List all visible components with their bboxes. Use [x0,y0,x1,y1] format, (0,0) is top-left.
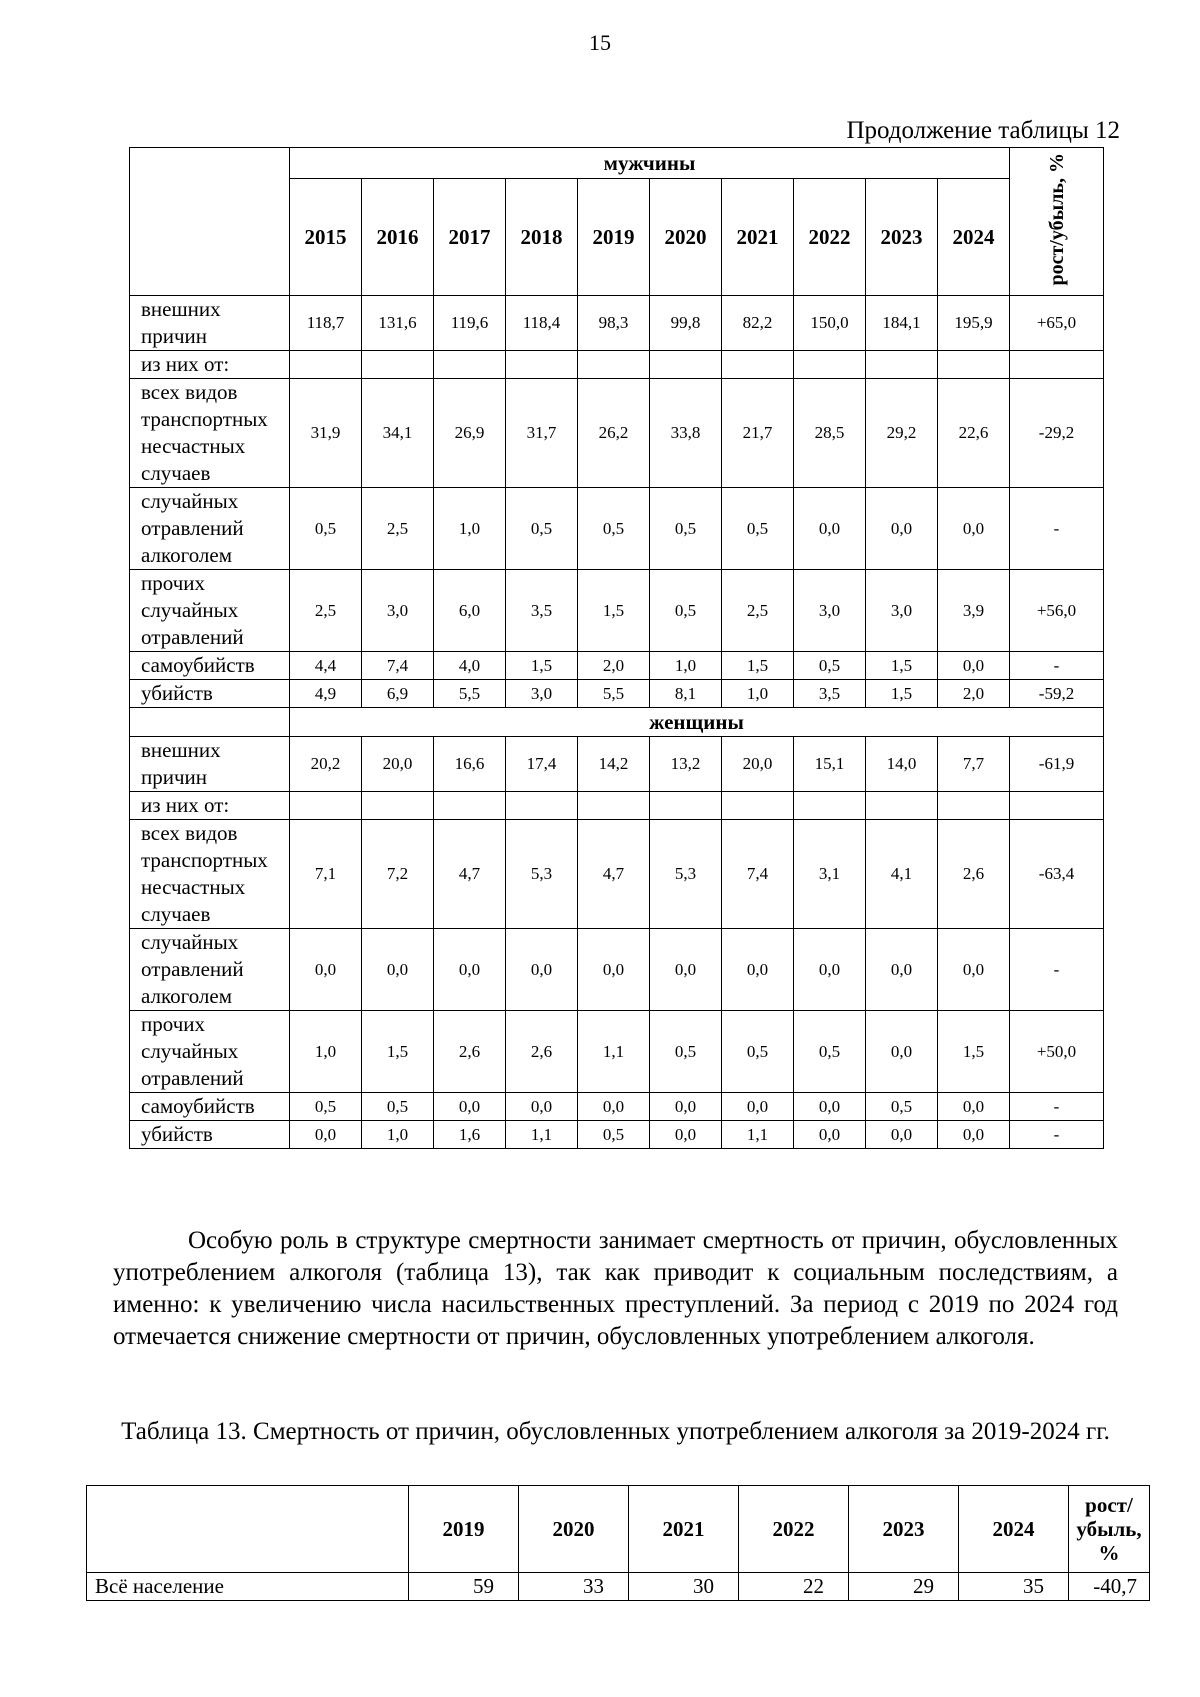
value-cell: 15,1 [794,737,866,792]
row-label: убийств [130,680,290,708]
table-row [130,1121,1104,1149]
value-cell: 1,1 [506,1121,578,1149]
value-cell [578,792,650,820]
value-cell: 0,5 [290,488,362,570]
value-cell: 98,3 [578,296,650,351]
growth-header-text: рост/убыль, % [1045,152,1068,286]
value-cell: 0,5 [650,570,722,652]
value-cell: 8,1 [650,680,722,708]
year-header: 2019 [409,1486,519,1573]
value-cell: 33 [519,1573,629,1601]
table-row [130,737,1104,792]
row-label: прочих случайных отравлений [130,570,290,652]
growth-cell: +50,0 [1010,1011,1104,1093]
value-cell: 26,2 [578,379,650,488]
value-cell: 33,8 [650,379,722,488]
value-cell [866,792,938,820]
value-cell: 3,9 [938,570,1010,652]
value-cell: 0,5 [650,1011,722,1093]
value-cell: 0,5 [794,1011,866,1093]
value-cell: 0,5 [722,1011,794,1093]
value-cell: 0,0 [506,1093,578,1121]
value-cell: 7,1 [290,820,362,929]
value-cell: 59 [409,1573,519,1601]
value-cell: 1,1 [578,1011,650,1093]
value-cell: 0,0 [650,1121,722,1149]
row-label: внешних причин [130,296,290,351]
year-header: 2023 [849,1486,959,1573]
value-cell: 1,0 [722,680,794,708]
value-cell: 31,7 [506,379,578,488]
value-cell: 29 [849,1573,959,1601]
year-header: 2021 [629,1486,739,1573]
value-cell: 0,0 [722,929,794,1011]
value-cell: 119,6 [434,296,506,351]
year-header: 2020 [519,1486,629,1573]
value-cell: 4,1 [866,820,938,929]
value-cell: 0,0 [866,1011,938,1093]
row-label: всех видов транспортных несчастных случаев [130,379,290,488]
value-cell: 20,0 [362,737,434,792]
table-row [130,1093,1104,1121]
value-cell: 99,8 [650,296,722,351]
value-cell: 0,0 [794,488,866,570]
year-header: 2024 [959,1486,1069,1573]
row-label: прочих случайных отравлений [130,1011,290,1093]
value-cell: 0,5 [362,1093,434,1121]
value-cell: 0,5 [866,1093,938,1121]
value-cell: 118,7 [290,296,362,351]
value-cell: 0,5 [722,488,794,570]
value-cell [650,792,722,820]
value-cell: 1,5 [506,652,578,680]
value-cell: 31,9 [290,379,362,488]
table-row [130,570,1104,652]
value-cell: 0,0 [866,929,938,1011]
value-cell [362,351,434,379]
value-cell [938,351,1010,379]
value-cell: 2,6 [434,1011,506,1093]
table-12 [129,147,1104,1149]
value-cell: 0,0 [578,1093,650,1121]
page-number: 15 [589,30,611,55]
body-paragraph [113,1225,1118,1353]
row-label: самоубийств [130,652,290,680]
continuation-caption: Продолжение таблицы 12 [846,117,1120,144]
value-cell: 4,0 [434,652,506,680]
body-paragraph-text: Особую роль в структуре смертности занимает смертность от причин, обусловленных употреблением алкоголя (таблица 13), так как приводит к социальным последствиям, а именно: к увеличению числа насильственных преступлений. За период с 2019 по 2024 год отмечается снижение смертности от причин, обусловленных употреблением алкоголя. [113,1227,1118,1350]
value-cell: 0,5 [506,488,578,570]
value-cell: 17,4 [506,737,578,792]
value-cell [290,351,362,379]
value-cell [938,792,1010,820]
row-label: из них от: [130,792,290,820]
value-cell: 82,2 [722,296,794,351]
value-cell [506,351,578,379]
value-cell: 3,0 [362,570,434,652]
growth-cell [1010,792,1104,820]
value-cell: 35 [959,1573,1069,1601]
growth-cell: -29,2 [1010,379,1104,488]
year-header: 2022 [794,179,866,296]
growth-header: рост/ убыль, % [1069,1486,1150,1573]
table-13-caption: Таблица 13. Смертность от причин, обусловленных употреблением алкоголя за 2019-2024 гг. [121,1418,1110,1445]
value-cell: 0,0 [434,1093,506,1121]
value-cell: 26,9 [434,379,506,488]
table-row [130,1011,1104,1093]
value-cell: 1,0 [434,488,506,570]
value-cell: 0,0 [722,1093,794,1121]
value-cell [650,351,722,379]
growth-cell: - [1010,1093,1104,1121]
year-header: 2015 [290,179,362,296]
value-cell: 3,0 [794,570,866,652]
value-cell: 0,0 [794,1093,866,1121]
value-cell: 4,7 [434,820,506,929]
value-cell [362,792,434,820]
value-cell: 1,5 [866,680,938,708]
table-row [130,296,1104,351]
value-cell: 1,5 [722,652,794,680]
row-label: из них от: [130,351,290,379]
value-cell: 2,0 [578,652,650,680]
value-cell: 1,0 [290,1011,362,1093]
row-header-cell [87,1486,409,1573]
value-cell: 0,0 [650,1093,722,1121]
value-cell: 7,4 [722,820,794,929]
group-row-empty-cell [130,708,290,737]
table-row [130,379,1104,488]
value-cell: 0,0 [794,929,866,1011]
row-label: внешних причин [130,737,290,792]
value-cell: 0,5 [578,488,650,570]
year-header: 2021 [722,179,794,296]
value-cell: 0,0 [866,1121,938,1149]
value-cell: 0,5 [578,1121,650,1149]
value-cell: 14,0 [866,737,938,792]
value-cell: 6,0 [434,570,506,652]
value-cell: 0,0 [506,929,578,1011]
group-header-women: женщины [290,708,1104,737]
value-cell: 0,5 [650,488,722,570]
value-cell: 3,0 [866,570,938,652]
value-cell: 0,0 [938,1093,1010,1121]
table-row [130,351,1104,379]
value-cell [722,351,794,379]
value-cell: 0,0 [578,929,650,1011]
value-cell: 29,2 [866,379,938,488]
value-cell: 14,2 [578,737,650,792]
value-cell: 0,0 [938,1121,1010,1149]
value-cell: 0,0 [938,929,1010,1011]
value-cell: 4,7 [578,820,650,929]
value-cell: 1,1 [722,1121,794,1149]
table-row [130,488,1104,570]
value-cell: 1,6 [434,1121,506,1149]
value-cell: 2,6 [938,820,1010,929]
value-cell: 4,9 [290,680,362,708]
value-cell: 0,0 [434,929,506,1011]
value-cell: 1,5 [578,570,650,652]
growth-cell: - [1010,929,1104,1011]
value-cell: 2,5 [290,570,362,652]
value-cell: 195,9 [938,296,1010,351]
value-cell: 34,1 [362,379,434,488]
value-cell: 0,0 [290,1121,362,1149]
group-row-women [130,708,1104,737]
growth-cell: +65,0 [1010,296,1104,351]
value-cell: 5,3 [506,820,578,929]
value-cell: 184,1 [866,296,938,351]
value-cell: 3,5 [794,680,866,708]
value-cell: 21,7 [722,379,794,488]
value-cell [794,351,866,379]
growth-cell: -63,4 [1010,820,1104,929]
value-cell: 5,3 [650,820,722,929]
value-cell: 1,5 [938,1011,1010,1093]
value-cell: 28,5 [794,379,866,488]
value-cell: 16,6 [434,737,506,792]
growth-cell: - [1010,652,1104,680]
value-cell: 2,6 [506,1011,578,1093]
value-cell: 13,2 [650,737,722,792]
table-row [130,820,1104,929]
value-cell: 1,5 [866,652,938,680]
growth-cell: -61,9 [1010,737,1104,792]
value-cell: 22,6 [938,379,1010,488]
value-cell: 7,4 [362,652,434,680]
value-cell [506,792,578,820]
value-cell: 0,0 [866,488,938,570]
value-cell [866,351,938,379]
value-cell: 22 [739,1573,849,1601]
value-cell: 30 [629,1573,739,1601]
value-cell: 6,9 [362,680,434,708]
row-label: случайных отравлений алкоголем [130,488,290,570]
year-header: 2018 [506,179,578,296]
value-cell: 7,2 [362,820,434,929]
value-cell: 0,0 [290,929,362,1011]
year-header: 2024 [938,179,1010,296]
year-header: 2019 [578,179,650,296]
value-cell: 20,0 [722,737,794,792]
growth-cell: - [1010,488,1104,570]
value-cell: 2,5 [722,570,794,652]
value-cell: 0,5 [290,1093,362,1121]
group-header-men: мужчины [290,148,1010,179]
value-cell [434,792,506,820]
value-cell: 5,5 [434,680,506,708]
row-label: убийств [130,1121,290,1149]
value-cell: 5,5 [578,680,650,708]
growth-cell: +56,0 [1010,570,1104,652]
value-cell: 20,2 [290,737,362,792]
year-header: 2022 [739,1486,849,1573]
row-header-cell [130,148,290,296]
row-label: самоубийств [130,1093,290,1121]
table-row [130,652,1104,680]
growth-header [1010,148,1104,296]
growth-cell [1010,351,1104,379]
table-row [87,1573,1150,1601]
value-cell: 3,5 [506,570,578,652]
value-cell: 118,4 [506,296,578,351]
table-row [130,929,1104,1011]
year-header: 2016 [362,179,434,296]
value-cell: 0,0 [794,1121,866,1149]
year-header: 2023 [866,179,938,296]
value-cell: 0,0 [650,929,722,1011]
value-cell: 0,0 [938,488,1010,570]
growth-cell: -59,2 [1010,680,1104,708]
value-cell: 0,5 [794,652,866,680]
value-cell [434,351,506,379]
value-cell [578,351,650,379]
value-cell [722,792,794,820]
value-cell: 3,1 [794,820,866,929]
table-row [130,680,1104,708]
value-cell: 2,5 [362,488,434,570]
row-label: всех видов транспортных несчастных случаев [130,820,290,929]
value-cell: 7,7 [938,737,1010,792]
growth-cell: - [1010,1121,1104,1149]
table-row [130,792,1104,820]
year-header: 2017 [434,179,506,296]
value-cell: 0,0 [362,929,434,1011]
row-label: Всё население [87,1573,409,1601]
value-cell: 150,0 [794,296,866,351]
value-cell: 2,0 [938,680,1010,708]
row-label: случайных отравлений алкоголем [130,929,290,1011]
table-13 [86,1485,1150,1601]
value-cell: 3,0 [506,680,578,708]
value-cell [794,792,866,820]
value-cell: 0,0 [938,652,1010,680]
value-cell: 1,0 [362,1121,434,1149]
growth-cell: -40,7 [1069,1573,1150,1601]
year-header: 2020 [650,179,722,296]
value-cell: 131,6 [362,296,434,351]
value-cell [290,792,362,820]
value-cell: 1,0 [650,652,722,680]
value-cell: 4,4 [290,652,362,680]
value-cell: 1,5 [362,1011,434,1093]
